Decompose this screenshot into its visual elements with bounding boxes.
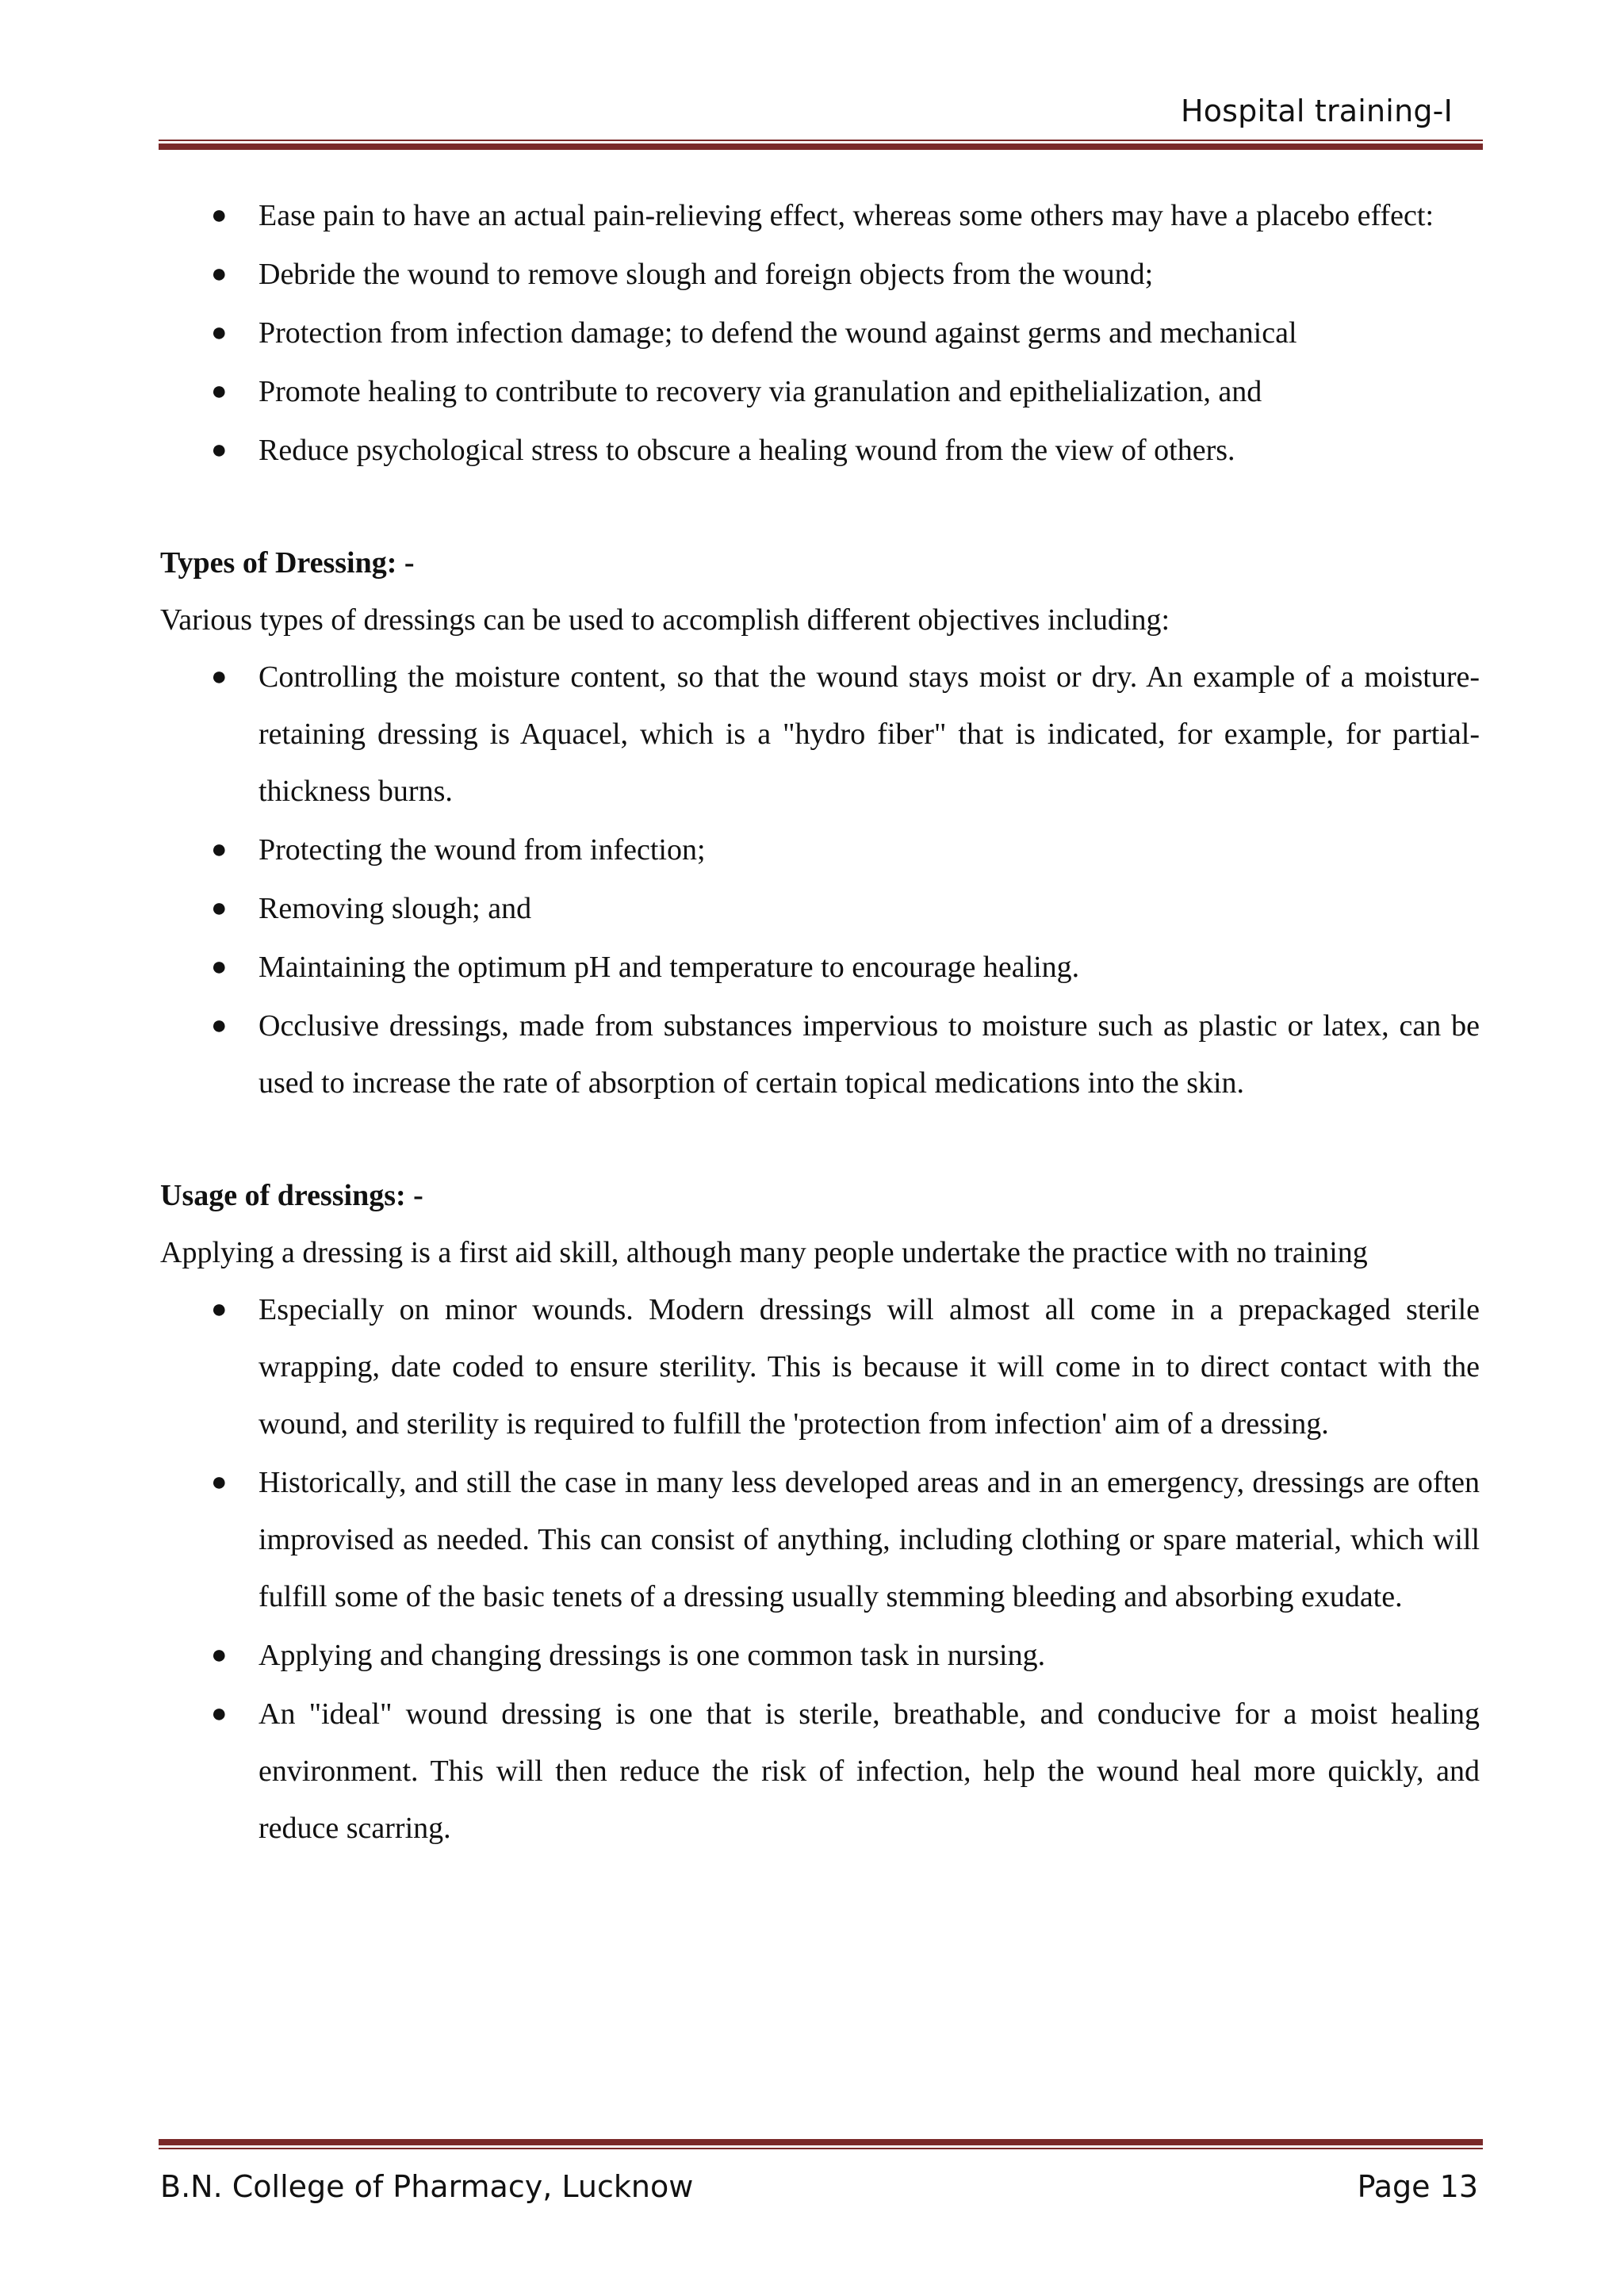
bullet-icon: ● bbox=[211, 1011, 228, 1040]
list-item bbox=[160, 187, 1480, 244]
bullet-icon: ● bbox=[211, 1468, 228, 1497]
list-item bbox=[160, 880, 1480, 937]
page-number: Page 13 bbox=[1357, 2169, 1478, 2204]
bullet-icon: ● bbox=[211, 259, 228, 289]
usage-section-heading: Usage of dressings: - bbox=[160, 1179, 423, 1212]
bullet-icon: ● bbox=[211, 1699, 228, 1728]
list-item-text: Protecting the wound from infection; bbox=[259, 833, 706, 867]
list-item-text: Historically, and still the case in many less developed areas and in an emergency, dressings are often improvised as needed. This can consist of anything, including clothing or spare material, which will fulfill some of the basic tenets of a dressing usually stemming bleeding and absorbing exudate. bbox=[259, 1466, 1480, 1613]
footer-institution: B.N. College of Pharmacy, Lucknow bbox=[160, 2169, 694, 2204]
bullet-icon: ● bbox=[211, 377, 228, 406]
section-spacer bbox=[160, 1113, 1480, 1167]
list-item-text: Reduce psychological stress to obscure a healing wound from the view of others. bbox=[259, 434, 1235, 467]
list-item bbox=[160, 363, 1480, 420]
list-item bbox=[160, 422, 1480, 479]
footer-rule-thick bbox=[159, 2139, 1483, 2145]
bullet-icon: ● bbox=[211, 952, 228, 982]
list-item-text: Maintaining the optimum pH and temperature to encourage healing. bbox=[259, 951, 1080, 984]
list-item bbox=[160, 1454, 1480, 1625]
list-item-text: Controlling the moisture content, so that the wound stays moist or dry. An example of a moisture-retaining dressing is Aquacel, which is a "hydro fiber" that is indicated, for example, for partial- thickness burns. bbox=[259, 660, 1480, 808]
header-rule-thick bbox=[159, 144, 1483, 150]
bullet-icon: ● bbox=[211, 1640, 228, 1670]
list-item bbox=[160, 649, 1480, 820]
list-item bbox=[160, 821, 1480, 878]
list-item-text: Promote healing to contribute to recovery via granulation and epithelialization, and bbox=[259, 375, 1262, 408]
list-item-text: Removing slough; and bbox=[259, 892, 532, 925]
list-item-text: An "ideal" wound dressing is one that is sterile, breathable, and conducive for a moist healing environment. This will then reduce the risk of infection, help the wound heal more quickly, and reduce scarring. bbox=[259, 1697, 1480, 1845]
list-item-text: Especially on minor wounds. Modern dressings will almost all come in a prepackaged sterile wrapping, date coded to ensure sterility. This is because it will come in to direct contact with the wound, and sterility is required to fulfill the 'protection from infection' aim of a dressing. bbox=[259, 1293, 1480, 1441]
types-section-heading: Types of Dressing: - bbox=[160, 546, 415, 580]
bullet-icon: ● bbox=[211, 435, 228, 465]
section-spacer bbox=[160, 480, 1480, 534]
usage-section-intro: Applying a dressing is a first aid skill, although many people undertake the practice with no training bbox=[160, 1236, 1368, 1269]
usage-bullet-list bbox=[160, 1281, 1480, 1857]
bullet-icon: ● bbox=[211, 894, 228, 923]
list-item-text: Ease pain to have an actual pain-relieving effect, whereas some others may have a placebo effect: bbox=[259, 199, 1434, 232]
list-item bbox=[160, 1686, 1480, 1857]
list-item bbox=[160, 1627, 1480, 1684]
list-item bbox=[160, 304, 1480, 362]
bullet-icon: ● bbox=[211, 662, 228, 691]
bullet-icon: ● bbox=[211, 318, 228, 347]
page-content bbox=[160, 187, 1480, 1858]
bullet-icon: ● bbox=[211, 201, 228, 230]
list-item bbox=[160, 246, 1480, 303]
footer-rule bbox=[159, 2139, 1483, 2149]
header-title: Hospital training-I bbox=[1180, 94, 1453, 128]
bullet-icon: ● bbox=[211, 835, 228, 864]
types-bullet-list bbox=[160, 649, 1480, 1112]
footer-rule-thin bbox=[159, 2148, 1483, 2149]
list-item-text: Debride the wound to remove slough and foreign objects from the wound; bbox=[259, 258, 1154, 291]
list-item bbox=[160, 939, 1480, 996]
list-item-text: Applying and changing dressings is one common task in nursing. bbox=[259, 1639, 1046, 1672]
header-rule bbox=[159, 140, 1483, 150]
bullet-icon: ● bbox=[211, 1295, 228, 1324]
list-item-text: Occlusive dressings, made from substances impervious to moisture such as plastic or latex, can be used to increase the rate of absorption of certain topical medications into the skin. bbox=[259, 1009, 1480, 1100]
intro-bullet-list bbox=[160, 187, 1480, 479]
list-item bbox=[160, 1281, 1480, 1452]
list-item-text: Protection from infection damage; to defend the wound against germs and mechanical bbox=[259, 316, 1297, 350]
header-rule-thin bbox=[159, 140, 1483, 141]
types-section-intro: Various types of dressings can be used to accomplish different objectives including: bbox=[160, 603, 1170, 637]
list-item bbox=[160, 997, 1480, 1112]
